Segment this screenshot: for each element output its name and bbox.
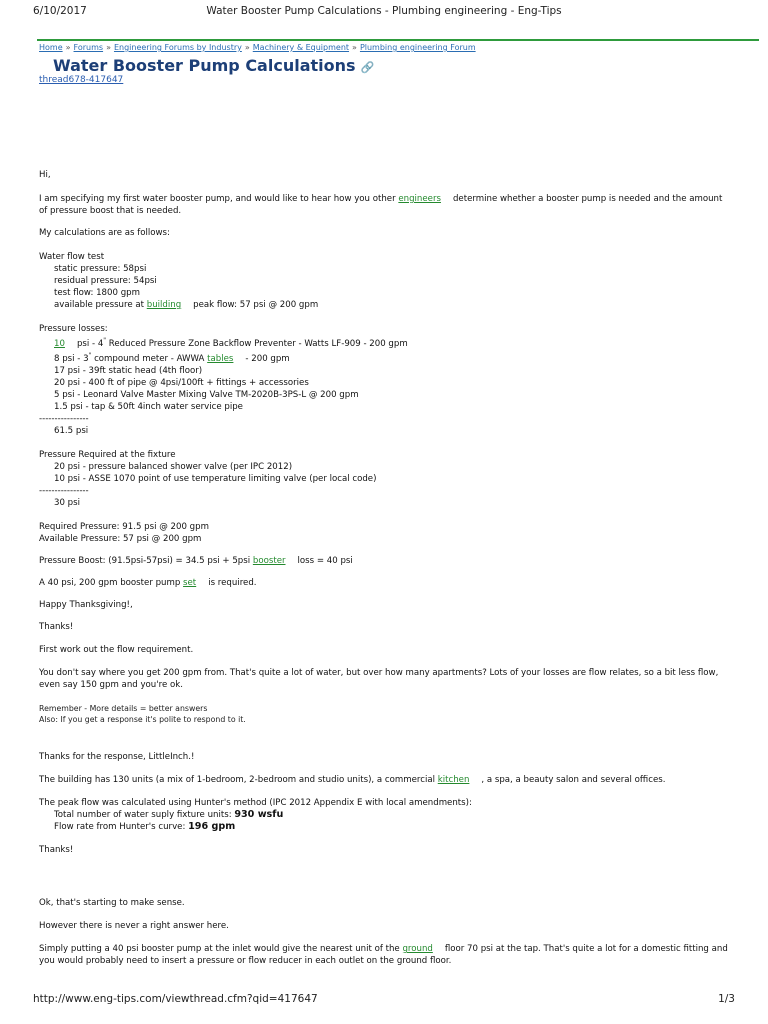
reply-line: First work out the flow requirement. (39, 645, 194, 655)
reply-line: Simply putting a 40 psi booster pump at the inlet would give the nearest unit of the ground floor 70 psi at the tap. That's quite a lot for a domestic fitting and you would probably need to insert a pressure or flow reducer in each outlet on the ground floor. (39, 944, 728, 966)
link-tables[interactable]: tables (207, 353, 234, 364)
loss-item: 17 psi - 39ft static head (4th floor) (54, 365, 203, 376)
flow-test-item: static pressure: 58psi (54, 264, 147, 274)
fixture-heading: Pressure Required at the fixture (39, 449, 176, 460)
thanks: Thanks! (39, 621, 74, 632)
wsfu-line: Total number of water suply fixture units: 930 wsfu (54, 809, 284, 820)
flow-test-heading: Water flow test (39, 252, 105, 262)
flow-test-item: residual pressure: 54psi (54, 276, 157, 286)
link-kitchen[interactable]: kitchen (437, 775, 470, 785)
permalink-icon[interactable]: 🔗 (360, 61, 375, 74)
building-description: The building has 130 units (a mix of 1-bedroom, 2-bedroom and studio units), a commercial kitchen , a spa, a beauty salon and several offices. (39, 775, 666, 785)
post-reply-op (39, 751, 729, 856)
reply-line: However there is never a right answer here. (39, 921, 229, 931)
signature-line: Also: If you get a response it's polite to respond to it. (39, 715, 246, 724)
print-page-number: 1/3 (718, 993, 735, 1005)
reply-line: The peak flow was calculated using Hunter's method (IPC 2012 Appendix E with local amendments): (39, 798, 472, 808)
link-set[interactable]: set (183, 577, 197, 588)
losses-heading: Pressure losses: (39, 324, 108, 334)
fixture-item: 10 psi - ASSE 1070 point of use temperature limiting valve (per local code) (54, 473, 377, 484)
post-intro: I am specifying my first water booster pump, and would like to hear how you other engineers determine whether a booster pump is needed and the amount of pressure boost that is needed. (39, 194, 723, 216)
divider: ---------------- (39, 485, 89, 496)
breadcrumb-home[interactable]: Home (39, 43, 63, 52)
loss-item: 1.5 psi - tap & 50ft 4inch water service pipe (54, 401, 243, 412)
flow-rate-line: Flow rate from Hunter's curve: 196 gpm (54, 821, 236, 832)
breadcrumb-machinery[interactable]: Machinery & Equipment (252, 43, 350, 52)
divider: ---------------- (39, 413, 89, 424)
thread-title-text: Water Booster Pump Calculations (53, 56, 356, 75)
breadcrumb: Home » Forums » Engineering Forums by Industry » Machinery & Equipment » Plumbing engineering Forum (39, 43, 476, 52)
reply-line: Ok, that's starting to make sense. (39, 898, 185, 908)
reply-line: You don't say where you get 200 gpm from. That's quite a lot of water, but over how many apartments? Lots of your losses are flow relates, so a bit less flow, even say 150 gpm and you're ok. (39, 668, 719, 690)
losses-total: 61.5 psi (54, 425, 89, 436)
link-ground[interactable]: ground (402, 944, 433, 954)
thread-id-link[interactable]: thread678-417647 (39, 75, 124, 85)
link-engineers[interactable]: engineers (398, 194, 441, 204)
available-pressure-line: available pressure at building peak flow: 57 psi @ 200 gpm (54, 300, 319, 310)
calcs-intro: My calculations are as follows: (39, 228, 170, 238)
link-booster[interactable]: booster (252, 555, 286, 566)
reply-line: Thanks for the response, LittleInch.! (39, 752, 195, 762)
available-pressure: Available Pressure: 57 psi @ 200 gpm (39, 533, 202, 544)
print-page-title: Water Booster Pump Calculations - Plumbing engineering - Eng-Tips (206, 5, 562, 17)
thanks: Thanks! (39, 845, 74, 855)
print-date: 6/10/2017 (33, 5, 87, 17)
print-header (0, 5, 768, 19)
post-reply-followup (39, 897, 729, 967)
breadcrumb-forums[interactable]: Forums (73, 43, 104, 52)
fixture-total: 30 psi (54, 497, 80, 508)
loss-item: 5 psi - Leonard Valve Master Mixing Valve TM-2020B-3PS-L @ 200 gpm (54, 389, 359, 400)
loss-item: 10 psi - 4" Reduced Pressure Zone Backflow Preventer - Watts LF-909 - 200 gpm (54, 337, 408, 349)
top-accent-bar (37, 39, 759, 41)
post-reply-littleinch (39, 644, 729, 725)
loss-item: 20 psi - 400 ft of pipe @ 4psi/100ft + fittings + accessories (54, 377, 309, 388)
pump-required: A 40 psi, 200 gpm booster pump set is required. (39, 577, 257, 588)
signature-line: Remember - More details = better answers (39, 704, 208, 713)
link-building[interactable]: building (146, 300, 182, 310)
greeting: Hi, (39, 170, 51, 180)
link-10[interactable]: 10 (54, 338, 65, 349)
required-pressure: Required Pressure: 91.5 psi @ 200 gpm (39, 521, 209, 532)
thread-title (53, 56, 374, 75)
holiday-greeting: Happy Thanksgiving!, (39, 599, 133, 610)
breadcrumb-industry[interactable]: Engineering Forums by Industry (113, 43, 242, 52)
post-original (39, 169, 729, 633)
breadcrumb-plumbing-forum[interactable]: Plumbing engineering Forum (359, 43, 476, 52)
flow-test-item: test flow: 1800 gpm (54, 288, 140, 298)
fixture-item: 20 psi - pressure balanced shower valve (per IPC 2012) (54, 461, 293, 472)
pressure-boost: Pressure Boost: (91.5psi-57psi) = 34.5 psi + 5psi booster loss = 40 psi (39, 555, 353, 566)
loss-item: 8 psi - 3" compound meter - AWWA tables - 200 gpm (54, 351, 290, 364)
print-url: http://www.eng-tips.com/viewthread.cfm?qid=417647 (33, 993, 318, 1005)
